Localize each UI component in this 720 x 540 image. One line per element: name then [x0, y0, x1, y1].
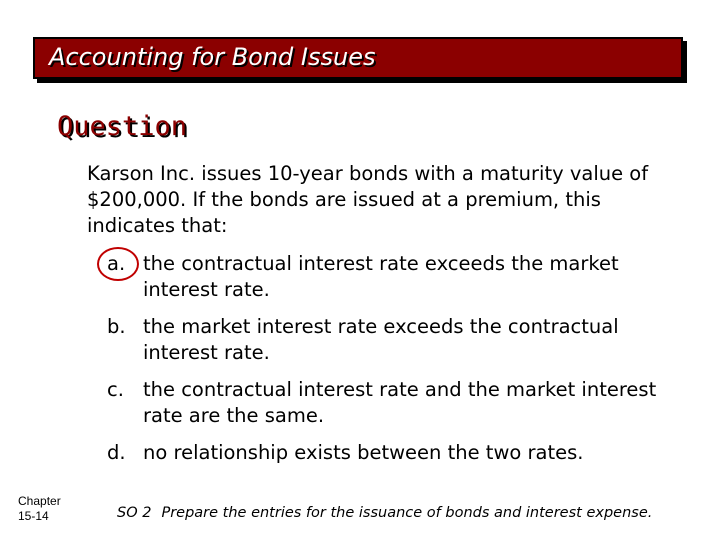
title-bar [33, 37, 683, 79]
option-text: the contractual interest rate exceeds the market interest rate. [143, 252, 619, 301]
answer-option-b[interactable] [107, 314, 697, 366]
option-letter: c. [107, 378, 124, 401]
answer-option-c[interactable] [107, 377, 697, 429]
answer-option-d[interactable] [107, 440, 697, 466]
option-letter: a. [107, 252, 126, 275]
option-text: no relationship exists between the two rates. [143, 441, 584, 464]
study-objective-code: SO 2 [117, 505, 152, 521]
chapter-label: Chapter [18, 494, 61, 508]
question-stem: Karson Inc. issues 10-year bonds with a maturity value of $200,000. If the bonds are issued at a premium, this indicates that: [87, 162, 649, 237]
option-letter: d. [107, 441, 126, 464]
option-text: the market interest rate exceeds the contractual interest rate. [143, 315, 619, 364]
chapter-reference [18, 494, 61, 524]
question-heading: Question [57, 111, 188, 142]
page-number: 15-14 [18, 509, 49, 523]
study-objective-text: Prepare the entries for the issuance of bonds and interest expense. [161, 505, 653, 521]
study-objective [117, 505, 652, 521]
option-letter: b. [107, 315, 126, 338]
answer-option-a[interactable] [107, 251, 697, 303]
option-text: the contractual interest rate and the market interest rate are the same. [143, 378, 657, 427]
slide-title: Accounting for Bond Issues [49, 43, 376, 71]
